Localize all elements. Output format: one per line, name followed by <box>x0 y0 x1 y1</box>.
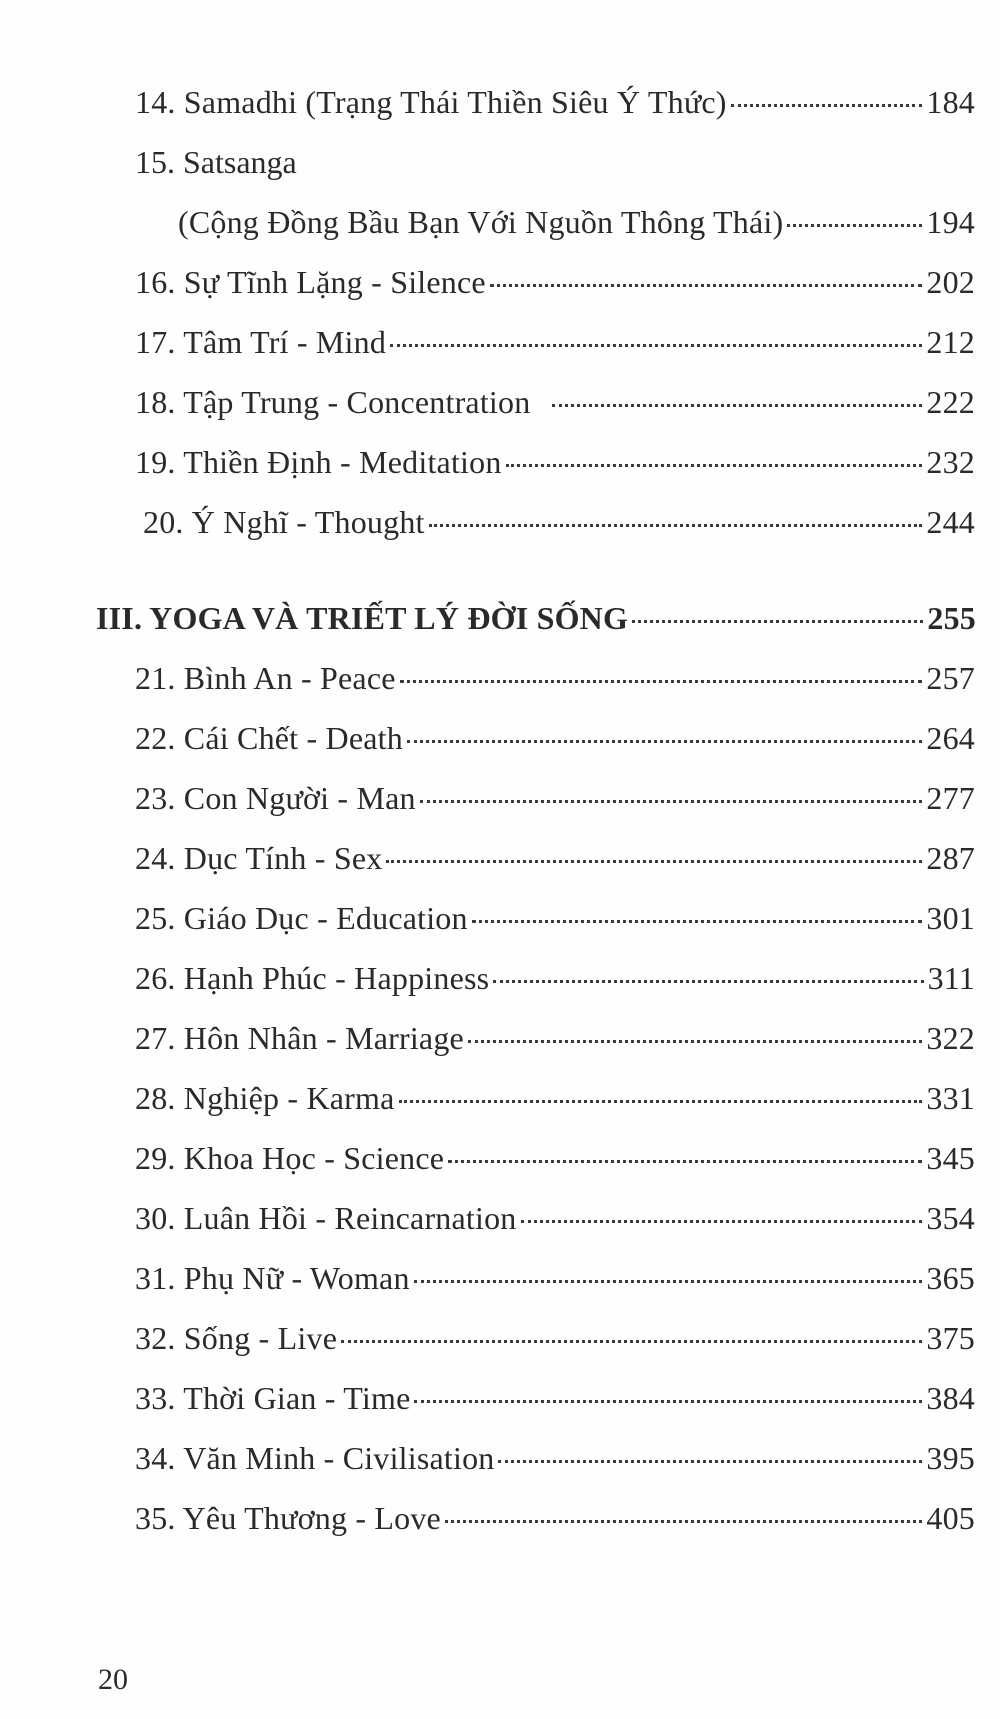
toc-entry <box>135 1438 975 1478</box>
dot-leader <box>731 104 923 107</box>
toc-entry-page: 375 <box>926 1320 975 1356</box>
toc-entry-title: 34. Văn Minh - Civilisation <box>135 1440 495 1476</box>
toc-entry <box>135 1258 975 1298</box>
dot-leader <box>448 1160 922 1163</box>
dot-leader <box>498 1460 922 1463</box>
toc-entry-title: 22. Cái Chết - Death <box>135 720 403 756</box>
toc-entry <box>178 202 975 242</box>
toc-entry-page: 287 <box>926 840 975 876</box>
toc-entry <box>135 718 975 758</box>
toc-entry <box>135 1378 975 1418</box>
toc-entry <box>143 502 975 542</box>
dot-leader <box>407 740 922 743</box>
toc-entry-title: 28. Nghiệp - Karma <box>135 1080 395 1116</box>
toc-entry <box>135 82 975 122</box>
toc-entry-page: 311 <box>927 960 975 996</box>
dot-leader <box>468 1040 922 1043</box>
toc-entry <box>135 1318 975 1358</box>
toc-entry-title: 14. Samadhi (Trạng Thái Thiền Siêu Ý Thức) <box>135 84 727 120</box>
toc-entry-page: 331 <box>926 1080 975 1116</box>
dot-leader <box>400 680 923 683</box>
toc-entry-title: 16. Sự Tĩnh Lặng - Silence <box>135 264 486 300</box>
toc-entry-page: 322 <box>926 1020 975 1056</box>
toc-entry-page: 257 <box>926 660 975 696</box>
dot-leader <box>472 920 923 923</box>
toc-entry-title: 27. Hôn Nhân - Marriage <box>135 1020 464 1056</box>
dot-leader <box>399 1100 923 1103</box>
section-heading-page: 255 <box>927 600 976 636</box>
toc-entry-title: 29. Khoa Học - Science <box>135 1140 445 1176</box>
toc-entry-page: 301 <box>926 900 975 936</box>
dot-leader <box>420 800 923 803</box>
toc-entry-page: 384 <box>926 1380 975 1416</box>
toc-entry-title: 17. Tâm Trí - Mind <box>135 324 387 360</box>
toc-entry-title: 20. Ý Nghĩ - Thought <box>143 504 425 540</box>
page-number: 20 <box>98 1663 128 1696</box>
toc-entry-page: 277 <box>926 780 975 816</box>
toc-entry-page: 405 <box>926 1500 975 1536</box>
toc-entry-page: 232 <box>926 444 975 480</box>
toc-entry <box>135 838 975 878</box>
toc-entry-title: 19. Thiền Định - Meditation <box>135 444 502 480</box>
toc-entry-page: 244 <box>926 504 975 540</box>
dot-leader <box>506 464 923 467</box>
toc-entry <box>135 898 975 938</box>
toc-entry-title: 25. Giáo Dục - Education <box>135 900 468 936</box>
dot-leader <box>390 344 922 347</box>
dot-leader <box>490 284 923 287</box>
dot-leader <box>429 524 923 527</box>
toc-entry-title: 35. Yêu Thương - Love <box>135 1500 441 1536</box>
dot-leader <box>386 860 922 863</box>
dot-leader <box>414 1280 923 1283</box>
toc-entry-page: 194 <box>926 204 975 240</box>
dot-leader <box>552 404 922 407</box>
toc-entry-title: 23. Con Người - Man <box>135 780 416 816</box>
toc-entry-page: 365 <box>926 1260 975 1296</box>
toc-entry-title: 18. Tập Trung - Concentration <box>135 384 531 420</box>
toc-entry-title: 33. Thời Gian - Time <box>135 1380 411 1416</box>
dot-leader <box>341 1340 922 1343</box>
toc-entry <box>135 1138 975 1178</box>
toc-entry-page: 202 <box>926 264 975 300</box>
toc-entry-page: 222 <box>926 384 975 420</box>
toc-entry <box>135 1018 975 1058</box>
toc-entry <box>135 1078 975 1118</box>
toc-entry-title: 15. Satsanga <box>135 144 297 180</box>
section-heading <box>96 598 976 638</box>
toc-entry <box>135 382 975 422</box>
toc-entry-title: 30. Luân Hồi - Reincarnation <box>135 1200 517 1236</box>
toc-entry-page: 264 <box>926 720 975 756</box>
section-heading-title: III. YOGA VÀ TRIẾT LÝ ĐỜI SỐNG <box>96 600 629 636</box>
toc-entry <box>135 658 975 698</box>
toc-entry-title: 31. Phụ Nữ - Woman <box>135 1260 410 1296</box>
toc-entry <box>135 1198 975 1238</box>
toc-entry-title: 21. Bình An - Peace <box>135 660 396 696</box>
toc-entry-title: 26. Hạnh Phúc - Happiness <box>135 960 490 996</box>
dot-leader <box>632 620 923 623</box>
toc-entry <box>135 442 975 482</box>
toc-entry-page: 212 <box>926 324 975 360</box>
dot-leader <box>493 980 923 983</box>
toc-entry-page: 354 <box>926 1200 975 1236</box>
toc-entry <box>135 262 975 302</box>
toc-entry-page: 184 <box>926 84 975 120</box>
dot-leader <box>445 1520 922 1523</box>
toc-entry-page: 345 <box>926 1140 975 1176</box>
toc-entry <box>135 778 975 818</box>
toc-entry-title: 24. Dục Tính - Sex <box>135 840 383 876</box>
toc-entry-page: 395 <box>926 1440 975 1476</box>
toc-entry-title: 32. Sống - Live <box>135 1320 338 1356</box>
toc-entry <box>135 1498 975 1538</box>
toc-entry-title: (Cộng Đồng Bầu Bạn Với Nguồn Thông Thái) <box>178 204 784 240</box>
dot-leader <box>521 1220 923 1223</box>
dot-leader <box>414 1400 922 1403</box>
toc-entry <box>135 958 975 998</box>
toc-entry <box>135 322 975 362</box>
dot-leader <box>787 224 922 227</box>
